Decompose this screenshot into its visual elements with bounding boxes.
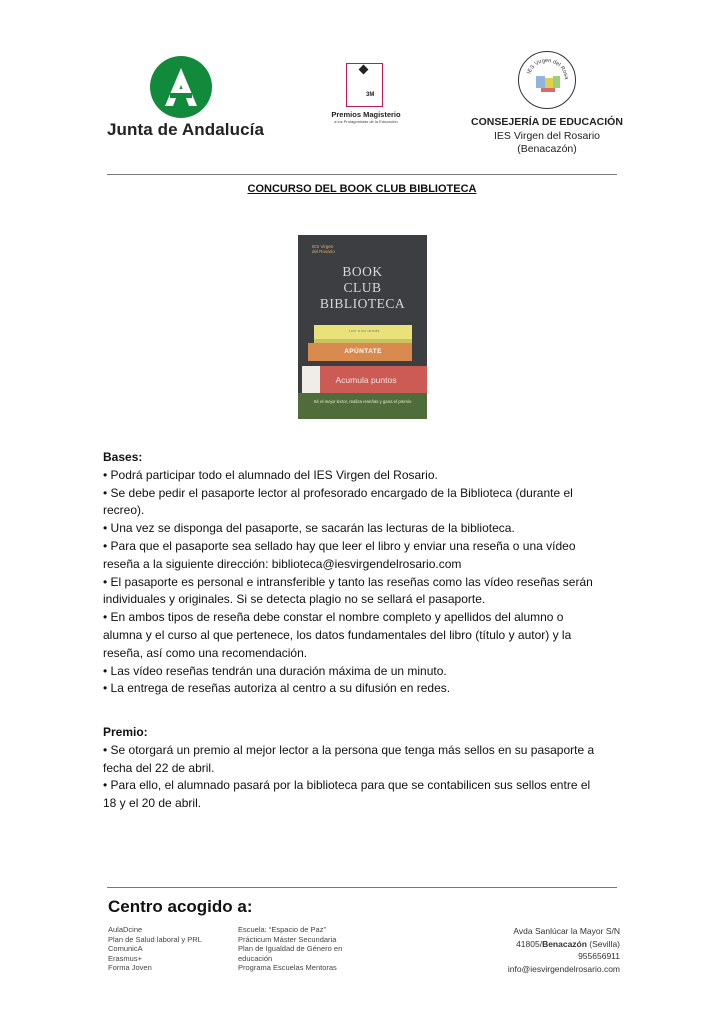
poster-apuntate: APÚNTATE bbox=[344, 348, 382, 355]
bases-item: • En ambos tipos de reseña debe constar el nombre completo y apellidos del alumno o alumna y el curso al que pertenece, los datos fundamentales del libro (título y autor) y la reseña, así como una recomendación. bbox=[103, 610, 572, 660]
program-item: Forma Joven bbox=[108, 963, 152, 972]
program-list-2 bbox=[238, 925, 368, 973]
poster-title-line2: CLUB bbox=[343, 280, 382, 295]
consejeria-label: CONSEJERÍA DE EDUCACIÓN bbox=[471, 116, 623, 128]
bases-item: • Podrá participar todo el alumnado del IES Virgen del Rosario. bbox=[103, 467, 438, 482]
poster-footer-text: Sé el mejor lector, realiza reseñas y gana el premio bbox=[313, 399, 412, 404]
bases-item: • Las vídeo reseñas tendrán una duración máxima de un minuto. bbox=[103, 663, 447, 678]
premio-section bbox=[103, 724, 603, 813]
document-title: CONCURSO DEL BOOK CLUB BIBLIOTECA bbox=[247, 183, 477, 195]
program-item: Prácticum Máster Secundaria bbox=[238, 934, 337, 944]
bases-heading: Bases: bbox=[103, 450, 143, 464]
premios-title: Premios Magisterio bbox=[331, 110, 401, 119]
premios-subtitle: a los Protagonistas de la Educación bbox=[334, 119, 398, 124]
bases-item: • Para que el pasaporte sea sellado hay que leer el libro y enviar una reseña o una vídeo reseña a la siguiente dirección: biblioteca@iesvirgendelrosario.com bbox=[103, 538, 576, 571]
poster-acumula: Acumula puntos bbox=[335, 375, 397, 385]
book-club-poster bbox=[298, 235, 427, 419]
program-item: Erasmus+ bbox=[108, 953, 142, 963]
junta-andalucia-name: Junta de Andalucía bbox=[107, 120, 265, 139]
book-small-label: Leer a los demás bbox=[348, 328, 380, 333]
address: Avda Sanlúcar la Mayor S/N bbox=[513, 926, 620, 936]
seal-text: IES Virgen del Rosa bbox=[526, 57, 570, 80]
premio-item: • Se otorgará un premio al mejor lector a la persona que tenga más sellos en su pasaporte a fecha del 22 de abril. bbox=[103, 742, 595, 775]
program-item: Programa Escuelas Mentoras bbox=[238, 963, 337, 972]
email-link[interactable]: info@iesvirgendelrosario.com bbox=[507, 963, 620, 974]
bases-section bbox=[103, 449, 603, 698]
program-item: educación bbox=[238, 953, 273, 963]
poster-footer-bar bbox=[298, 393, 427, 419]
program-item: Plan de Salud laboral y PRL bbox=[108, 934, 202, 944]
bases-item: • Una vez se disponga del pasaporte, se sacarán las lecturas de la biblioteca. bbox=[103, 521, 515, 536]
centro-acogido-title: Centro acogido a: bbox=[108, 897, 253, 916]
bases-item: • La entrega de reseñas autoriza al centro a su difusión en redes. bbox=[103, 681, 451, 696]
junta-andalucia-logo bbox=[150, 56, 212, 118]
premio-item: • Para ello, el alumnado pasará por la biblioteca para que se contabilicen sus sellos entre el 18 y el 20 de abril. bbox=[103, 778, 591, 811]
premio-heading: Premio: bbox=[103, 725, 148, 739]
program-list-1 bbox=[108, 925, 238, 973]
bases-item: • El pasaporte es personal e intransferible y tanto las reseñas como las vídeo reseñas serán individuales y originales. Si se detecta plagio no se sellará el pasaporte. bbox=[103, 574, 593, 607]
phone: 955656911 bbox=[578, 951, 620, 961]
premios-magisterio-logo bbox=[346, 63, 383, 107]
header-divider bbox=[107, 174, 617, 175]
diamond-icon bbox=[359, 65, 369, 75]
bases-item: • Se debe pedir el pasaporte lector al profesorado encargado de la Biblioteca (durante el recreo). bbox=[103, 485, 573, 518]
postal-line: 41805/Benacazón (Sevilla) bbox=[516, 938, 620, 949]
program-item: ComunicA bbox=[108, 944, 143, 953]
footer-divider bbox=[107, 887, 617, 888]
school-seal-logo bbox=[518, 51, 576, 109]
program-item: Escuela: “Espacio de Paz” bbox=[238, 925, 326, 934]
premios-mark: 3M bbox=[366, 92, 375, 98]
poster-title-line1: BOOK bbox=[342, 264, 383, 279]
school-location: (Benacazón) bbox=[517, 143, 577, 155]
poster-brand: IES Virgen del Rosario bbox=[312, 244, 335, 254]
program-item: Plan de Igualdad de Género en bbox=[238, 944, 343, 953]
poster-title-line3: BIBLIOTECA bbox=[319, 296, 406, 311]
program-item: AulaDcine bbox=[108, 925, 143, 934]
school-name: IES Virgen del Rosario bbox=[493, 130, 601, 142]
contact-block bbox=[470, 925, 620, 975]
book-red-pages bbox=[302, 366, 320, 393]
